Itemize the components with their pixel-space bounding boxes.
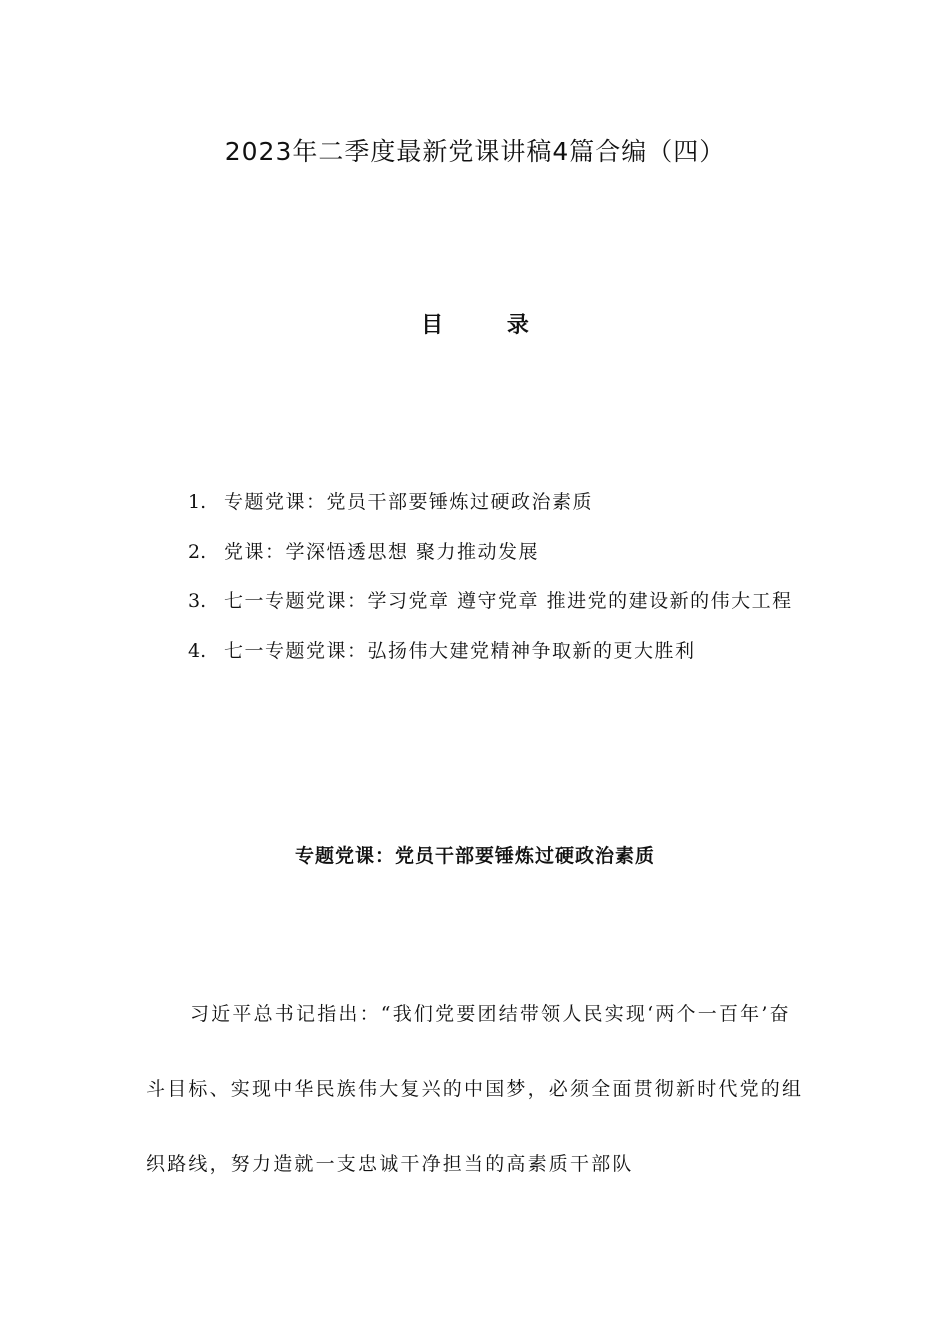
toc-item-1 [188, 478, 828, 528]
toc-item-3 [188, 577, 828, 627]
section-heading: 专题党课：党员干部要锤炼过硬政治素质 [294, 845, 655, 867]
toc-item-number: 4. [188, 639, 207, 662]
toc-item-4 [188, 627, 828, 677]
toc-item-number: 3. [188, 590, 207, 612]
toc-heading: 目 录 [421, 313, 557, 338]
table-of-contents [188, 478, 828, 676]
toc-item-number: 2. [188, 540, 207, 563]
body-paragraph: 习近平总书记指出：“我们党要团结带领人民实现‘两个一百年’奋斗目标、实现中华民族伟大复兴的中国梦，必须全面贯彻新时代党的组织路线，努力造就一支忠诚干净担当的高素质干部队 [146, 1003, 804, 1175]
toc-item-2 [188, 528, 828, 578]
toc-item-text: 七一专题党课：弘扬伟大建党精神争取新的更大胜利 [224, 639, 696, 662]
toc-item-text: 七一专题党课：学习党章 遵守党章 推进党的建设新的伟大工程 [224, 590, 793, 612]
toc-item-text: 党课：学深悟透思想 聚力推动发展 [224, 540, 540, 563]
toc-item-text: 专题党课：党员干部要锤炼过硬政治素质 [224, 491, 594, 513]
document-title: 2023年二季度最新党课讲稿4篇合编（四） [224, 137, 726, 166]
toc-item-number: 1. [188, 491, 207, 513]
